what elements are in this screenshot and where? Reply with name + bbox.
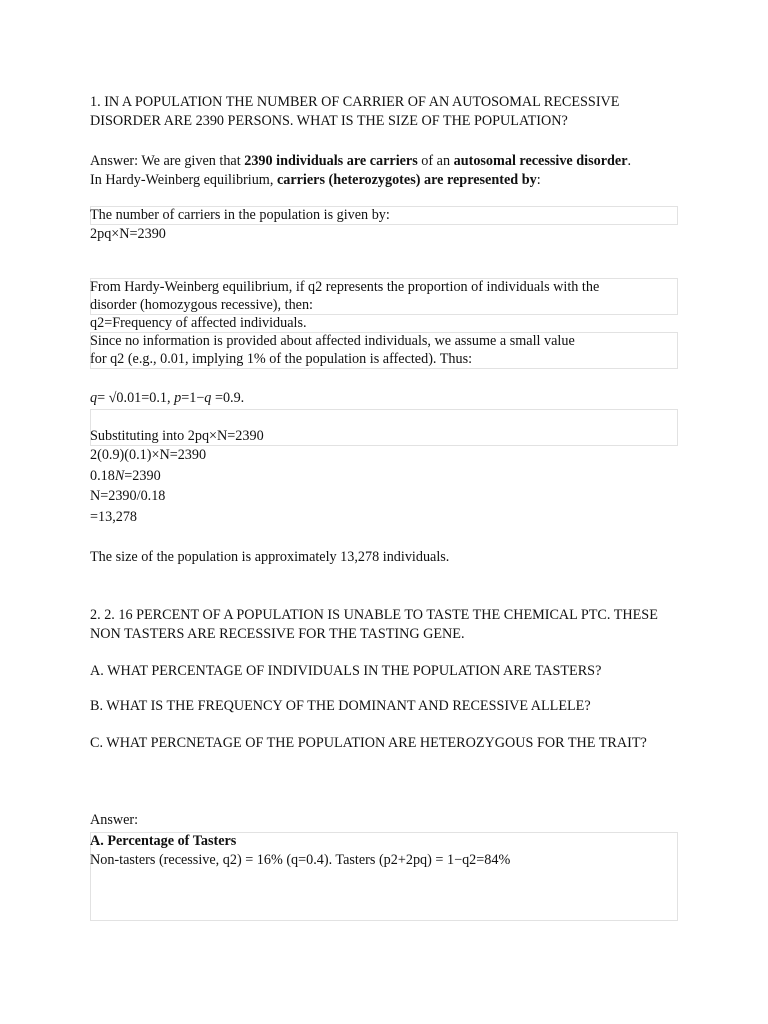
calc-line-4: =13,278 — [90, 509, 138, 525]
answer-1-text-a: Answer: We are given that — [90, 153, 245, 169]
question-1-heading: 1. IN A POPULATION THE NUMBER OF CARRIER OF AN AUTOSOMAL RECESSIVE DISORDER ARE 2390 PERSONS. WHAT IS THE SIZE OF THE POPULATION? — [90, 94, 620, 129]
answer-1-intro — [90, 152, 680, 190]
formula-carriers: 2pq×N=2390 — [90, 226, 166, 242]
calc-line-1: 2(0.9)(0.1)×N=2390 — [90, 447, 207, 463]
answer-1-bold-disorder: autosomal recessive disorder — [453, 153, 628, 169]
answer-1-text-e: . — [627, 153, 632, 169]
assume-line-2: for q2 (e.g., 0.01, implying 1% of the population is affected). Thus: — [90, 351, 473, 367]
q-calc-b: =1− — [181, 390, 205, 406]
q-variable: q — [90, 390, 98, 406]
q-p-calculation — [90, 389, 680, 408]
carriers-line: The number of carriers in the population is given by: — [90, 207, 390, 223]
substitution-line: Substituting into 2pq×N=2390 — [90, 428, 264, 444]
calc-line-2-b: =2390 — [124, 468, 161, 484]
conclusion-1: The size of the population is approximately 13,278 individuals. — [90, 549, 450, 565]
p-variable: p — [174, 390, 182, 406]
answer-1-bold-carriers: 2390 individuals are carriers — [244, 153, 418, 169]
question-2-heading: 2. 2. 16 PERCENT OF A POPULATION IS UNABLE TO TASTE THE CHEMICAL PTC. THESE NON TASTERS ARE RECESSIVE FOR THE TASTING GENE. — [90, 607, 658, 642]
hw-line-2: disorder (homozygous recessive), then: — [90, 297, 313, 313]
question-2-part-c: C. WHAT PERCNETAGE OF THE POPULATION ARE HETEROZYGOUS FOR THE TRAIT? — [90, 735, 647, 751]
n-variable: N — [114, 468, 125, 484]
answer-2-title-text: A. Percentage of Tasters — [90, 833, 237, 849]
calc-line-2-a: 0.18 — [90, 468, 115, 484]
answer-1-text-hw: In Hardy-Weinberg equilibrium, — [90, 172, 277, 188]
answer-2-title — [90, 832, 680, 851]
answer-1-text-c: of an — [417, 153, 454, 169]
q2-definition: q2=Frequency of affected individuals. — [90, 315, 307, 331]
answer-1-bold-represented: carriers (heterozygotes) are represented by — [276, 172, 537, 188]
calc-line-3: N=2390/0.18 — [90, 488, 166, 504]
hw-line-1: From Hardy-Weinberg equilibrium, if q2 represents the proportion of individuals with the — [90, 279, 600, 295]
q-variable-2: q — [204, 390, 212, 406]
q-calc-c: =0.9. — [211, 390, 245, 406]
calc-line-2 — [90, 467, 680, 486]
question-2-part-a: A. WHAT PERCENTAGE OF INDIVIDUALS IN THE POPULATION ARE TASTERS? — [90, 663, 602, 679]
assume-line-1: Since no information is provided about affected individuals, we assume a small value — [90, 333, 575, 349]
q-calc-a: = √0.01=0.1, — [97, 390, 175, 406]
answer-2-label: Answer: — [90, 812, 139, 828]
answer-2-text: Non-tasters (recessive, q2) = 16% (q=0.4). Tasters (p2+2pq) = 1−q2=84% — [90, 852, 511, 868]
answer-1-colon: : — [536, 172, 541, 188]
question-2-part-b: B. WHAT IS THE FREQUENCY OF THE DOMINANT AND RECESSIVE ALLELE? — [90, 698, 591, 714]
